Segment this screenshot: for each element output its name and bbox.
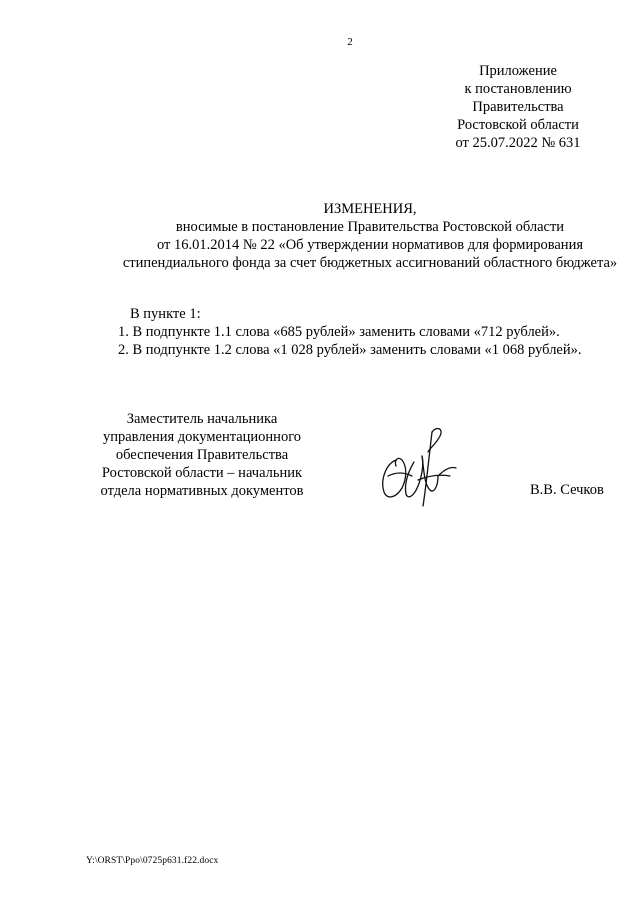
appendix-line: от 25.07.2022 № 631 bbox=[455, 135, 581, 151]
document-heading bbox=[60, 200, 640, 272]
handwritten-signature-icon bbox=[374, 420, 464, 510]
signer-name: В.В. Сечков bbox=[530, 482, 604, 498]
heading-line: вносимые в постановление Правительства Ростовской области bbox=[175, 219, 565, 235]
signer-title-line: управления документационного bbox=[102, 429, 302, 445]
body-intro: В пункте 1: bbox=[130, 306, 201, 322]
heading-title: ИЗМЕНЕНИЯ, bbox=[323, 201, 417, 217]
appendix-block bbox=[440, 62, 596, 152]
signer-title-line: Ростовской области – начальник bbox=[101, 465, 303, 481]
signer-title bbox=[90, 410, 314, 500]
document-body bbox=[118, 305, 582, 359]
appendix-line: Приложение bbox=[479, 63, 557, 79]
page-number: 2 bbox=[347, 36, 353, 48]
signer-title-line: обеспечения Правительства bbox=[115, 447, 289, 463]
footer-file-path: Y:\ORST\Ppo\0725p631.f22.docx bbox=[86, 856, 219, 866]
signer-title-line: отдела нормативных документов bbox=[100, 483, 304, 499]
heading-line: от 16.01.2014 № 22 «Об утверждении нормативов для формирования bbox=[156, 237, 583, 253]
heading-line: стипендиального фонда за счет бюджетных ассигнований областного бюджета» bbox=[122, 255, 618, 271]
appendix-line: к постановлению bbox=[464, 81, 572, 97]
body-item: 1. В подпункте 1.1 слова «685 рублей» заменить словами «712 рублей». bbox=[118, 324, 560, 340]
signer-title-line: Заместитель начальника bbox=[126, 411, 278, 427]
appendix-line: Правительства bbox=[472, 99, 564, 115]
body-item: 2. В подпункте 1.2 слова «1 028 рублей» заменить словами «1 068 рублей». bbox=[118, 342, 582, 358]
appendix-line: Ростовской области bbox=[457, 117, 579, 133]
